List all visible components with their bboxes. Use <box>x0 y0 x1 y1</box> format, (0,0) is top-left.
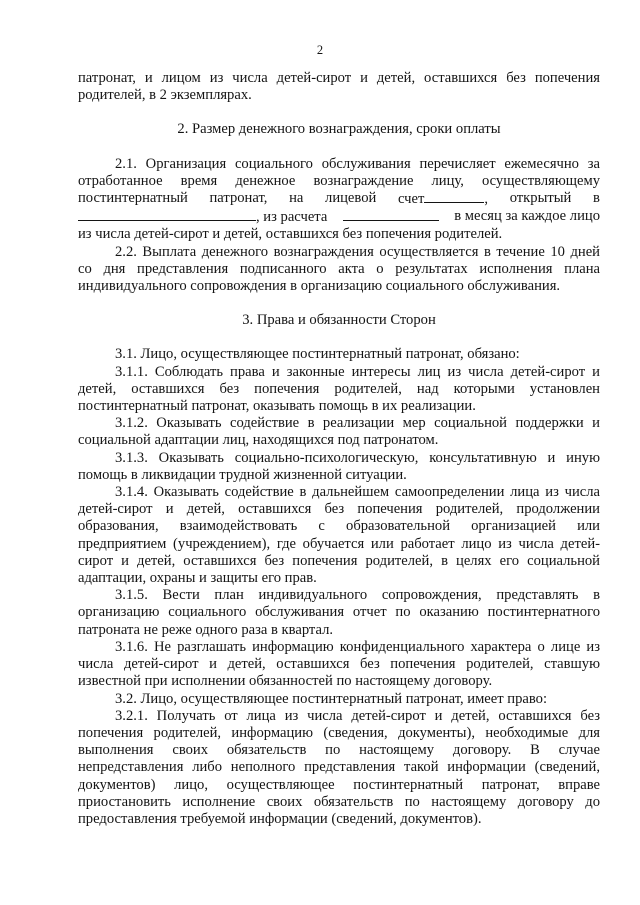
section-3-heading: 3. Права и обязанности Сторон <box>242 312 436 329</box>
bank-blank[interactable] <box>78 208 256 221</box>
paragraph-3-1-5: 3.1.5. Вести план индивидуального сопровождения, представлять в организацию социального обслуживания отчет по оказанию постинтернатного патроната не реже одного раза в квартал. <box>78 587 600 638</box>
p21-word: патронат, <box>209 190 268 207</box>
amount-blank[interactable] <box>343 208 439 221</box>
intro-line-1: патронат, и лицом из числа детей-сирот и детей, оставшихся без попечения <box>78 70 600 86</box>
p21-text: , из расчета <box>256 209 328 226</box>
paragraph-2-2: 2.2. Выплата денежного вознаграждения осуществляется в течение 10 дней со дня представления подписанного акта о результатах исполнения плана индивидуального сопровождения в организацию социального обслуживания. <box>78 243 600 295</box>
p21-word: на <box>289 190 304 207</box>
paragraph-2-1 <box>78 156 600 244</box>
p21-line-5: из числа детей-сирот и детей, оставшихся без попечения родителей. <box>78 226 503 243</box>
p21-word: открытый <box>509 190 572 207</box>
document-body <box>78 70 600 828</box>
intro-line-2: родителей, в 2 экземплярах. <box>78 87 252 104</box>
account-blank[interactable] <box>424 190 484 203</box>
p21-text: в месяц за каждое лицо <box>454 208 600 225</box>
paragraph-3-1: 3.1. Лицо, осуществляющее постинтернатный патронат, обязано: <box>115 346 520 363</box>
p21-word: постинтернатный <box>78 190 188 207</box>
p21-line-2: отработанное время денежное вознаграждение лицу, осуществляющему <box>78 172 600 189</box>
paragraph-3-1-3: 3.1.3. Оказывать социально-психологическую, консультативную и иную помощь в ликвидации трудной жизненной ситуации. <box>78 449 600 483</box>
paragraph-3-1-1: 3.1.1. Соблюдать права и законные интересы лиц из числа детей-сирот и детей, оставшихся без попечения родителей, над которыми установлен постинтернатный патронат, оказывать помощь в их реализации. <box>78 363 600 415</box>
page-number: 2 <box>316 43 324 57</box>
paragraph-3-2-1: 3.2.1. Получать от лица из числа детей-сирот и детей, оставшихся без попечения родителей, информацию (сведения, документы), необходимые для выполнения своих обязательств по настоящему договору. В случае непредставления либо неполного представления такой информации (сведений, документов) лицо, осуществляющее постинтернатный патронат, вправе приостановить исполнение своих обязательств по настоящему договору до предоставления требуемой информации (сведений, документов). <box>78 707 600 827</box>
p21-line-1: 2.1. Организация социального обслуживания перечисляет ежемесячно за <box>115 155 600 172</box>
p21-word: лицевой <box>325 190 377 207</box>
p21-word: , <box>484 191 489 208</box>
p21-word: в <box>593 190 600 207</box>
account-field <box>398 190 488 208</box>
paragraph-3-1-6: 3.1.6. Не разглашать информацию конфиденциального характера о лице из числа детей-сирот и детей, оставшихся без попечения родителей, ставшую известной при исполнении обязанностей по настоящему договору. <box>78 638 600 690</box>
p21-word: счет <box>397 191 425 208</box>
paragraph-3-2: 3.2. Лицо, осуществляющее постинтернатный патронат, имеет право: <box>115 690 548 707</box>
paragraph-3-1-4: 3.1.4. Оказывать содействие в дальнейшем самоопределении лица из числа детей-сирот и детей, оставшихся без попечения родителей, продолжении образования, взаимодействовать с образовательной организацией или предприятием (учреждением), где обучается или работает лицо из числа детей-сирот и детей, оставшихся без попечения родителей, в целях его социальной адаптации, охраны и защиты его прав. <box>78 484 600 587</box>
bank-field <box>78 208 327 226</box>
p21-line-4 <box>78 208 600 226</box>
paragraph-3-1-2: 3.1.2. Оказывать содействие в реализации мер социальной поддержки и социальной адаптации лиц, находящихся под патронатом. <box>78 415 600 449</box>
p21-line-3 <box>78 190 600 208</box>
section-2-heading: 2. Размер денежного вознаграждения, сроки оплаты <box>177 121 501 138</box>
